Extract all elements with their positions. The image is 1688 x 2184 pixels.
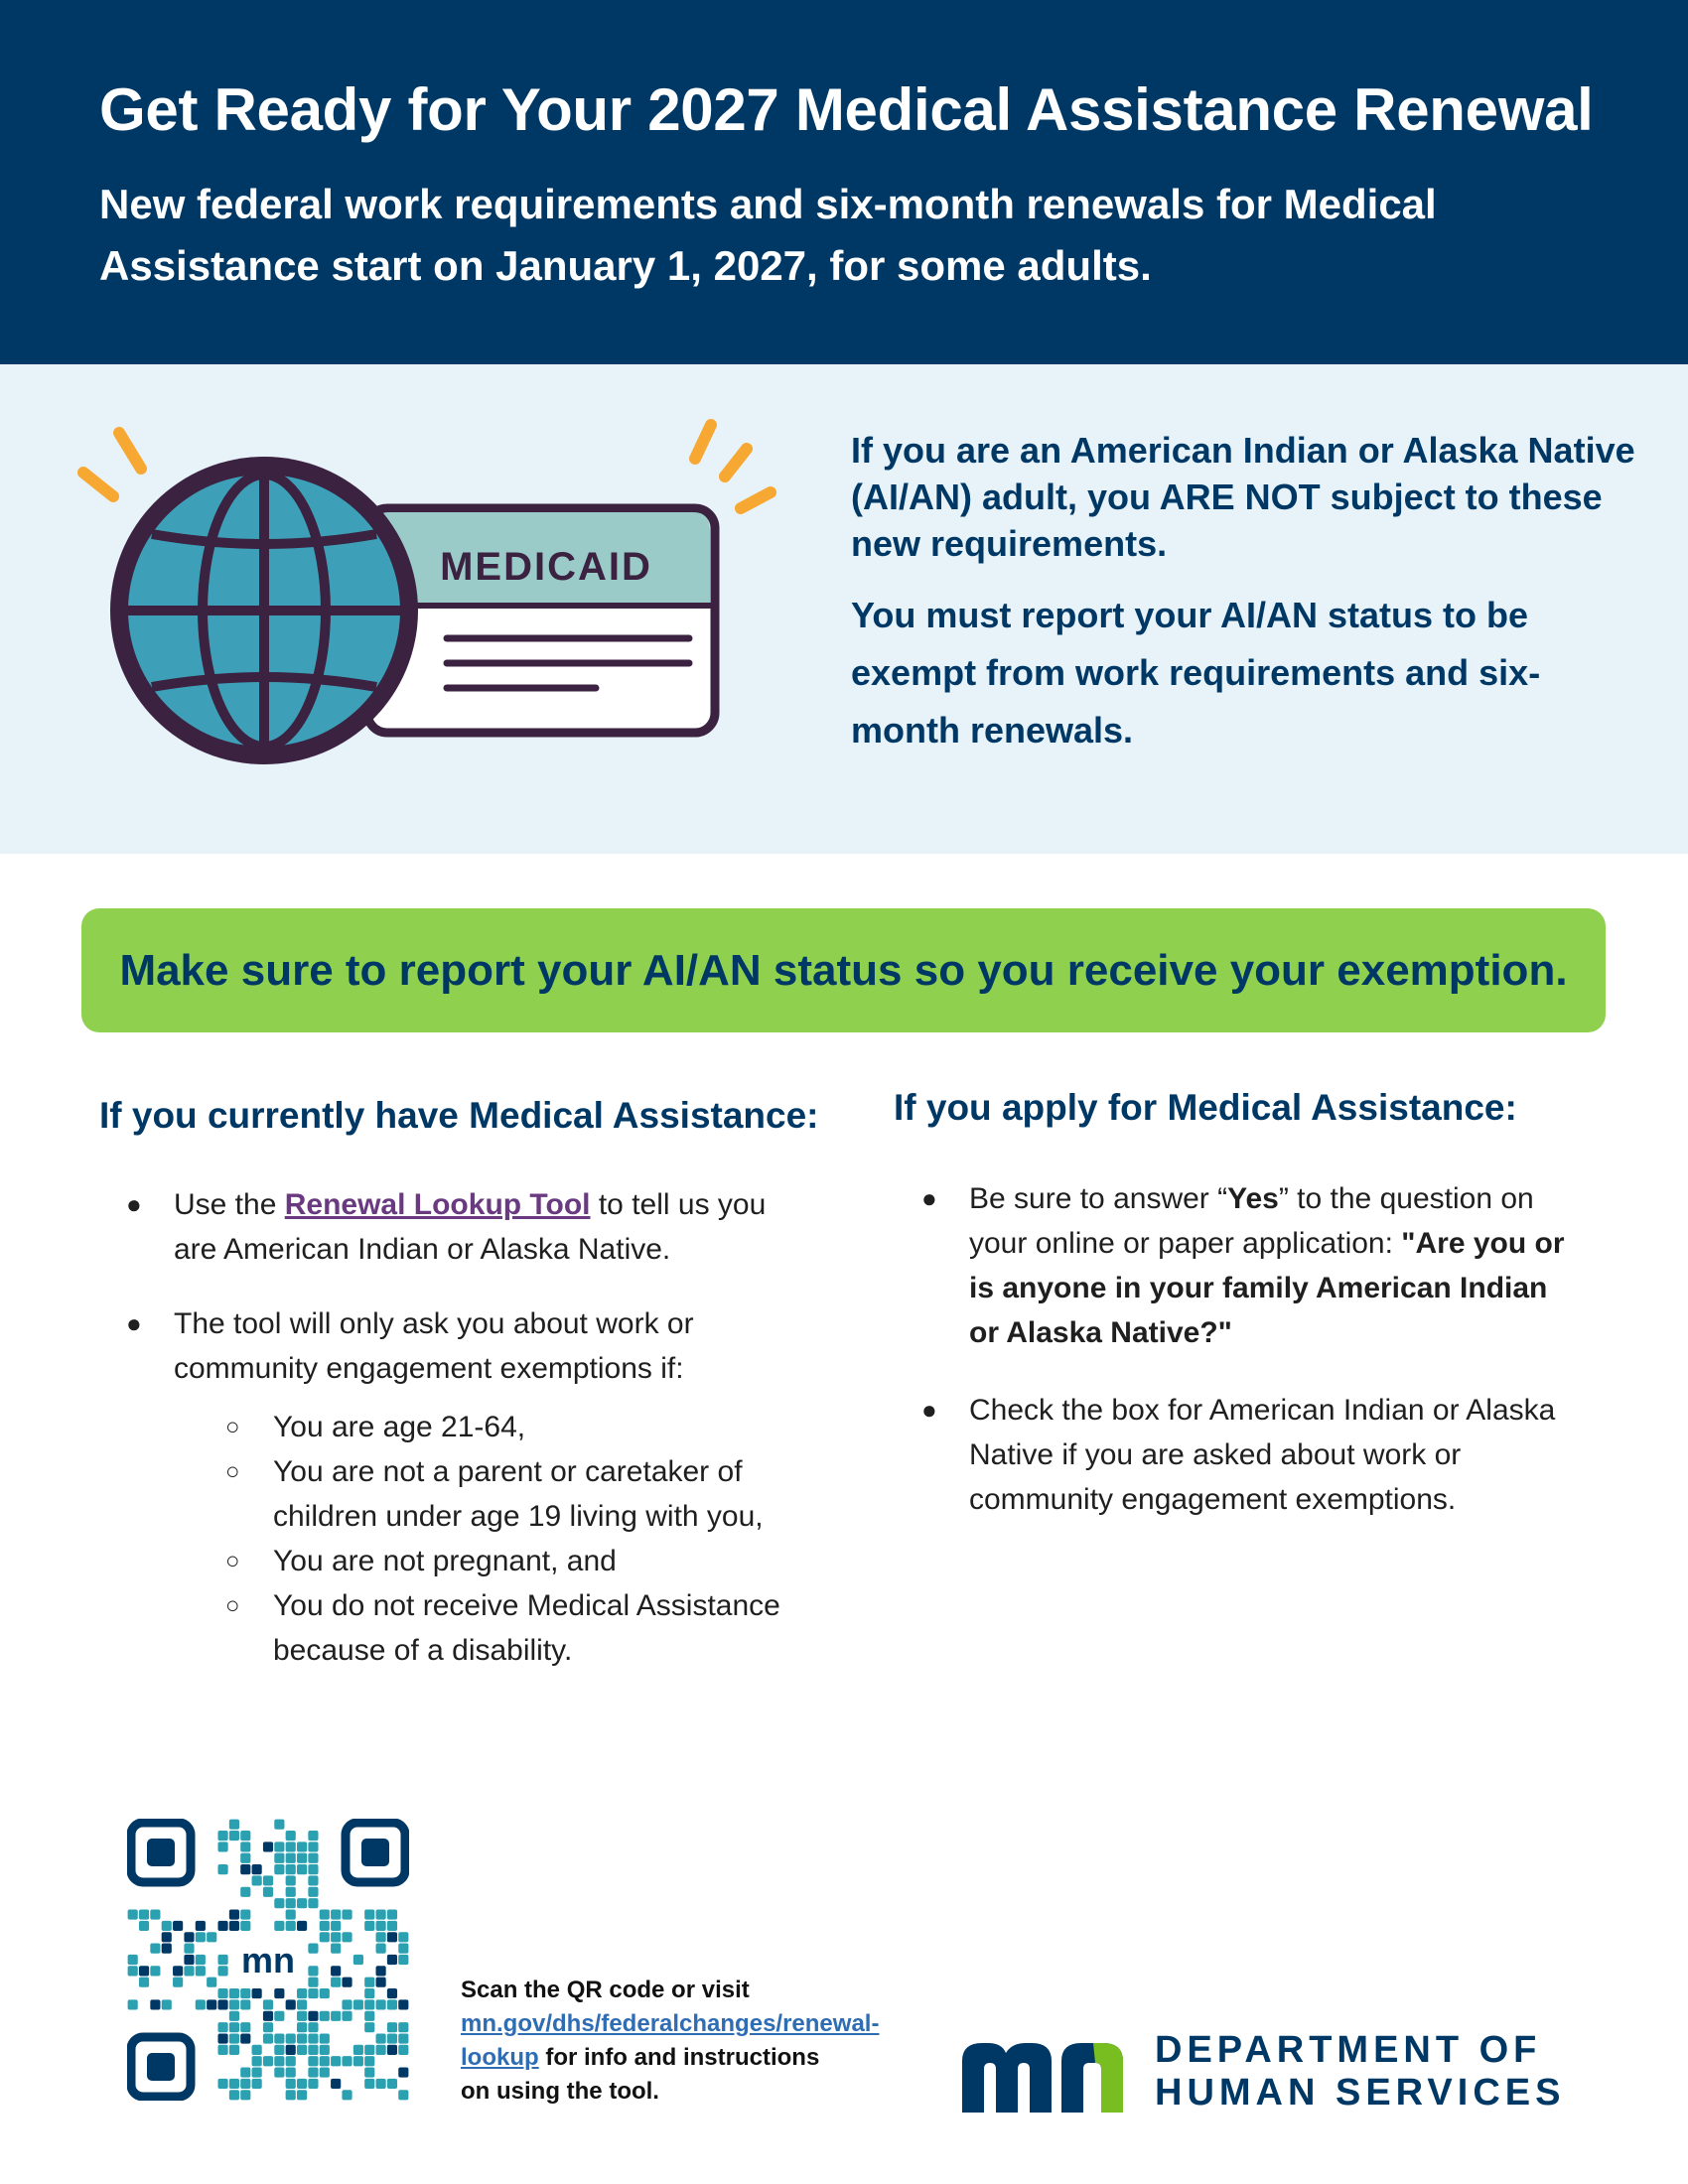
ai-an-report-text: You must report your AI/AN status to be exempt from work requirements and six-month renewals. <box>851 595 1541 751</box>
circle-bullet-icon: ○ <box>225 1458 240 1485</box>
applicants-heading: If you apply for Medical Assistance: <box>894 1087 1517 1128</box>
page-subtitle: New federal work requirements and six-month renewals for Medical Assistance start on January 1, 2027, for some adults. <box>99 181 1437 289</box>
qr-center-logo <box>228 1936 308 1983</box>
globe-icon <box>110 457 418 764</box>
mn-logo-icon <box>958 2035 1127 2115</box>
bullet-icon: ● <box>921 1395 937 1425</box>
bullet-icon: ● <box>126 1189 142 1219</box>
condition-item: ○ You are age 21-64, <box>273 1405 789 1449</box>
scan-instructions: Scan the QR code or visit mn.gov/dhs/federalchanges/renewal-lookup for info and instructions on using the tool. <box>461 1977 880 2105</box>
ai-an-notice <box>851 427 1645 759</box>
medicaid-card-icon <box>367 508 715 733</box>
medicaid-illustration <box>70 407 794 784</box>
bullet-icon: ● <box>126 1308 142 1338</box>
applicants-section <box>894 1087 1589 1516</box>
condition-item: ○ You do not receive Medical Assistance because of a disability. <box>273 1583 789 1673</box>
application-question: "Are you or is anyone in your family American Indian or Alaska Native?" <box>969 1227 1565 1349</box>
condition-item: ○ You are not a parent or caretaker of children under age 19 living with you, <box>273 1449 789 1539</box>
qr-finder-bottom-left <box>131 2037 191 2097</box>
dhs-logo <box>958 2025 1574 2115</box>
qr-logo-text: mn <box>241 1940 295 1980</box>
circle-bullet-icon: ○ <box>225 1414 240 1440</box>
qr-finder-top-right <box>346 1823 405 1882</box>
renewal-lookup-tool-link[interactable]: Renewal Lookup Tool <box>284 1188 591 1221</box>
current-members-list <box>126 1182 789 1673</box>
exemption-conditions-list <box>225 1405 789 1673</box>
circle-bullet-icon: ○ <box>225 1592 240 1619</box>
exemption-banner-text: Make sure to report your AI/AN status so you receive your exemption. <box>119 945 1568 995</box>
list-item: ● Use the Renewal Lookup Tool to tell us you are American Indian or Alaska Native. <box>174 1182 789 1272</box>
exemption-banner <box>81 908 1606 1032</box>
renewal-lookup-url-link[interactable]: mn.gov/dhs/federalchanges/renewal-lookup <box>461 2010 880 2071</box>
qr-code[interactable] <box>127 1819 409 2101</box>
circle-bullet-icon: ○ <box>225 1548 240 1574</box>
sparkle-left-icon <box>83 433 141 496</box>
applicants-list <box>921 1176 1575 1522</box>
list-item: ● The tool will only ask you about work or community engagement exemptions if: ○ You are age 21-64, ○ You are not a parent or caretaker of children under age 19 living with you, ○ You are not pregnant, and ○ You do not receive Medical Assistance because of a disability. <box>174 1301 789 1673</box>
list-item: ● Check the box for American Indian or Alaska Native if you are asked about work or community engagement exemptions. <box>969 1388 1575 1522</box>
current-members-heading: If you currently have Medical Assistance: <box>99 1095 819 1136</box>
card-label: MEDICAID <box>440 545 652 589</box>
current-members-section <box>99 1087 819 1667</box>
ai-an-not-subject-text: If you are an American Indian or Alaska Native (AI/AN) adult, you ARE NOT subject to these new requirements. <box>851 430 1635 564</box>
header-banner <box>0 0 1688 364</box>
bullet-icon: ● <box>921 1183 937 1213</box>
page-title: Get Ready for Your 2027 Medical Assistance Renewal <box>99 76 1594 143</box>
list-item: ● Be sure to answer “Yes” to the question on your online or paper application: "Are you or is anyone in your family American Indian or Alaska Native?" <box>969 1176 1575 1355</box>
condition-item: ○ You are not pregnant, and <box>273 1539 789 1583</box>
qr-finder-top-left <box>131 1823 191 1882</box>
dhs-wordmark: DEPARTMENT OF HUMAN SERVICES <box>1155 2029 1566 2114</box>
sparkle-right-icon <box>695 425 771 508</box>
